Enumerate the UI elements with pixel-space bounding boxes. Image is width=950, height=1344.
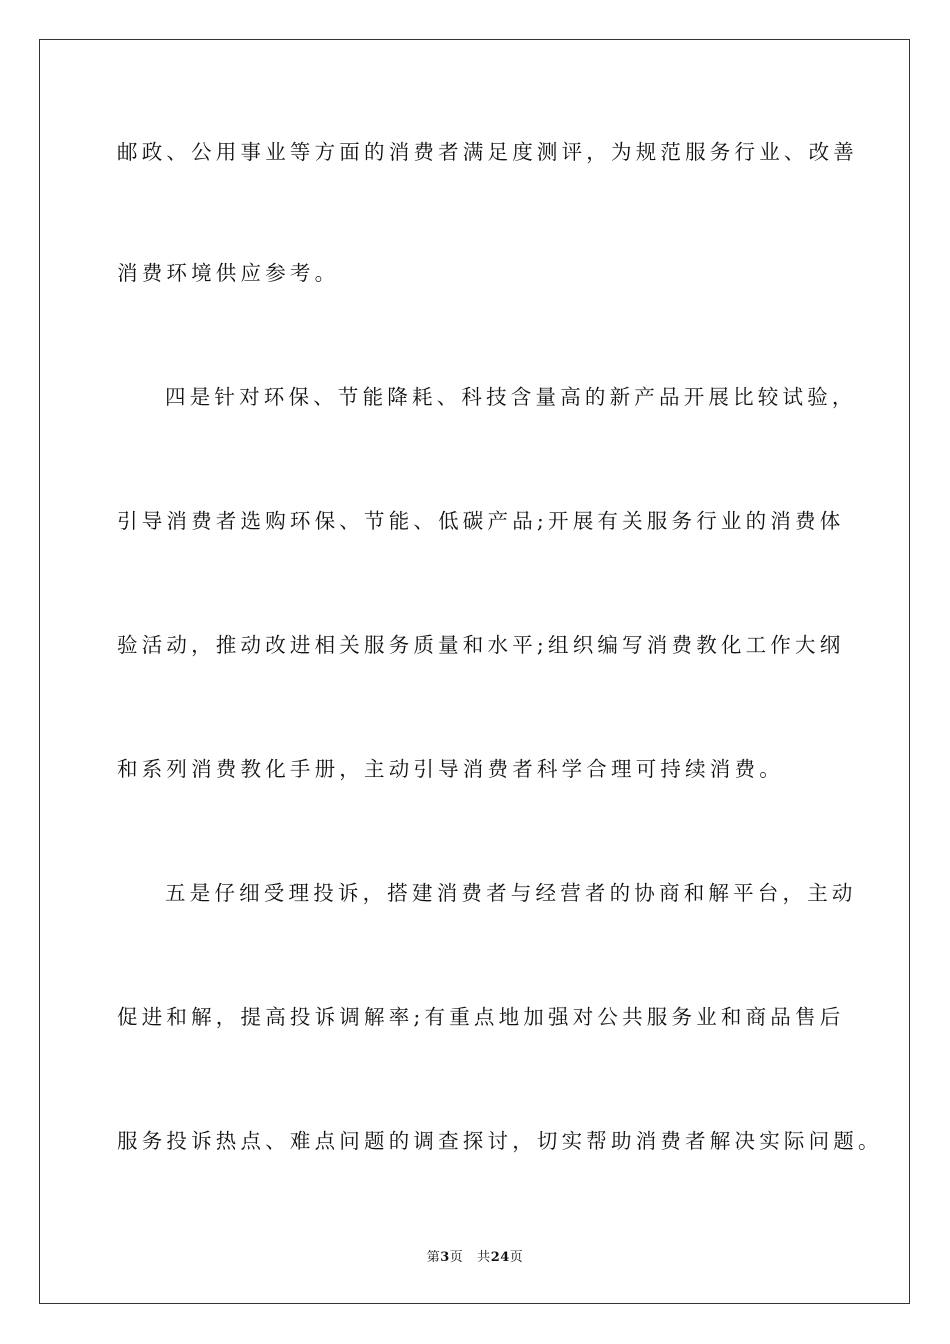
page-border: [39, 39, 910, 1304]
text-line: 促进和解，提高投诉调解率;有重点地加强对公共服务业和商品售后: [117, 1005, 845, 1029]
footer-total-suffix: 页: [509, 1250, 524, 1265]
text-line: 引导消费者选购环保、节能、低碳产品;开展有关服务行业的消费体: [117, 509, 845, 533]
text-line: 验活动，推动改进相关服务质量和水平;组织编写消费教化工作大纲: [117, 633, 845, 657]
page-footer: [0, 1246, 950, 1265]
text-line: 消费环境供应参考。: [117, 261, 340, 285]
text-line: 服务投诉热点、难点问题的调查探讨，切实帮助消费者解决实际问题。: [117, 1129, 883, 1153]
footer-page-prefix: 第: [426, 1250, 441, 1265]
footer-total-pages: 24: [490, 1250, 510, 1265]
text-line: 和系列消费教化手册，主动引导消费者科学合理可持续消费。: [117, 757, 784, 781]
paragraph-first-line: 四是针对环保、节能降耗、科技含量高的新产品开展比较试验，: [165, 385, 857, 409]
paragraph-first-line: 五是仔细受理投诉，搭建消费者与经营者的协商和解平台，主动: [165, 881, 857, 905]
footer-page-number: 3: [440, 1250, 450, 1265]
footer-page-suffix: 页: [449, 1250, 464, 1265]
footer-total-prefix: 共: [477, 1250, 491, 1265]
text-line: 邮政、公用事业等方面的消费者满足度测评，为规范服务行业、改善: [117, 140, 858, 164]
